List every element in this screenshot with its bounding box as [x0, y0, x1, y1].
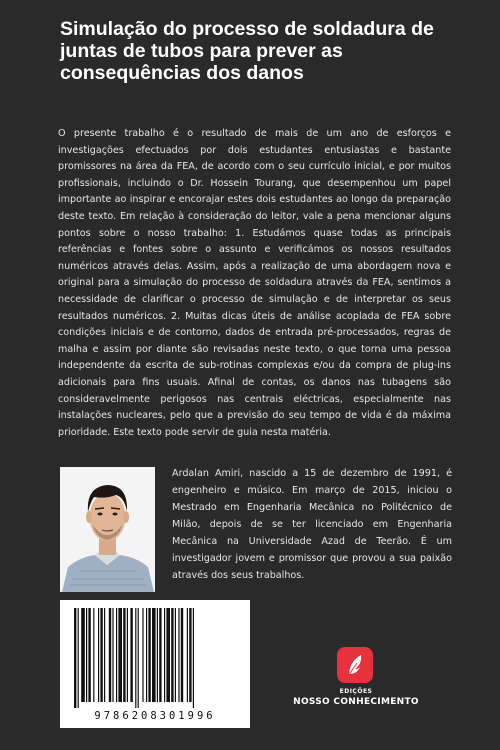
publisher-name: NOSSO CONHECIMENTO [293, 697, 419, 707]
book-description: O presente trabalho é o resultado de mais de um ano de esforços e investigações efectuados por dois estudantes entusiastas e bastante promissores na área da FEA, de acordo com o seu currículo inicial, e por muitos profissionais, incluindo o Dr. Hossein Tourang, que desempenhou um papel importante ao inspirar e encorajar estes dois estudantes ao longo da preparação deste texto. Em relação à consideração do leitor, vale a pena mencionar alguns pontos sobre o nosso trabalho: 1. Estudámos quase todas as principais referências e fontes sobre o assunto e verificámos os nossos resultados numéricos através delas. Assim, após a realização de uma abordagem nova e original para a simulação do processo de soldadura através da FEA, sentimos a necessidade de clarificar o processo de simulação e de interpretar os seus resultados numéricos. 2. Muitas dicas úteis de análise acoplada de FEA sobre condições iniciais e de contorno, dados de entrada pré-processados, regras de malha e assim por diante são revisadas neste texto, o que torna uma pessoa independente da escrita de sub-rotinas complexas e/ou da compra de plug-ins adicionais para fins usuais. Afinal de contas, os danos nas tubagens são consideravelmente perigosos nas centrais eléctricas, especialmente nas instalações nucleares, pelo que a previsão do seu tempo de vida é da máxima prioridade. Este texto pode servir de guia nesta matéria. [58, 128, 451, 438]
barcode-bar [116, 608, 117, 702]
barcode-bar [159, 608, 161, 702]
author-bio: Ardalan Amiri, nascido a 15 de dezembro de 1991, é engenheiro e músico. Em março de 2015, iniciou o Mestrado em Engenharia Mecânica no Politécnico de Milão, depois de se ter licenciado em Engenharia Mecânica na Universidade Azad de Teerão. É um investigador jovem e promissor que provou a sua paixão através dos seus trabalhos. [172, 468, 452, 581]
barcode-bar [104, 608, 105, 702]
barcode-bar [81, 608, 85, 702]
publisher-logo [337, 647, 373, 683]
author-photo [60, 467, 155, 592]
barcode-bar [164, 608, 165, 702]
barcode-bar [100, 608, 102, 702]
feather-icon [337, 647, 373, 683]
barcode-bar [166, 608, 170, 702]
barcode-bar [193, 608, 194, 708]
barcode-bar [187, 608, 188, 702]
barcode-bar [189, 608, 191, 702]
barcode-bar [88, 608, 90, 702]
barcode-bar [127, 608, 128, 702]
publisher-label: EDIÇÕES [339, 688, 373, 695]
barcode-bar [112, 608, 113, 702]
book-title: Simulação do processo de soldadura de juntas de tubos para prever as consequências dos danos [60, 18, 434, 84]
barcode-bar [98, 608, 99, 702]
barcode-bar [175, 608, 176, 702]
barcode-bar [152, 608, 156, 702]
barcode-bar [93, 608, 94, 702]
barcode-bar [138, 608, 139, 708]
barcode-bar [146, 608, 147, 702]
barcode-bar [130, 608, 132, 702]
barcode-bar [171, 608, 173, 702]
barcode-bar [123, 608, 125, 702]
barcode-bar [135, 608, 136, 708]
barcode-bar [78, 608, 79, 708]
barcode-bar [148, 608, 150, 702]
isbn-barcode [60, 600, 250, 728]
barcode-bar [178, 608, 179, 702]
barcode-bar [118, 608, 122, 702]
barcode-bar [74, 608, 76, 708]
barcode-bar [157, 608, 158, 702]
barcode-bar [86, 608, 87, 702]
barcode-bars [68, 608, 242, 708]
barcode-bar [142, 608, 143, 702]
isbn-number: 9786208301996 [94, 710, 216, 722]
barcode-bar [109, 608, 111, 702]
barcode-bar [181, 608, 183, 702]
